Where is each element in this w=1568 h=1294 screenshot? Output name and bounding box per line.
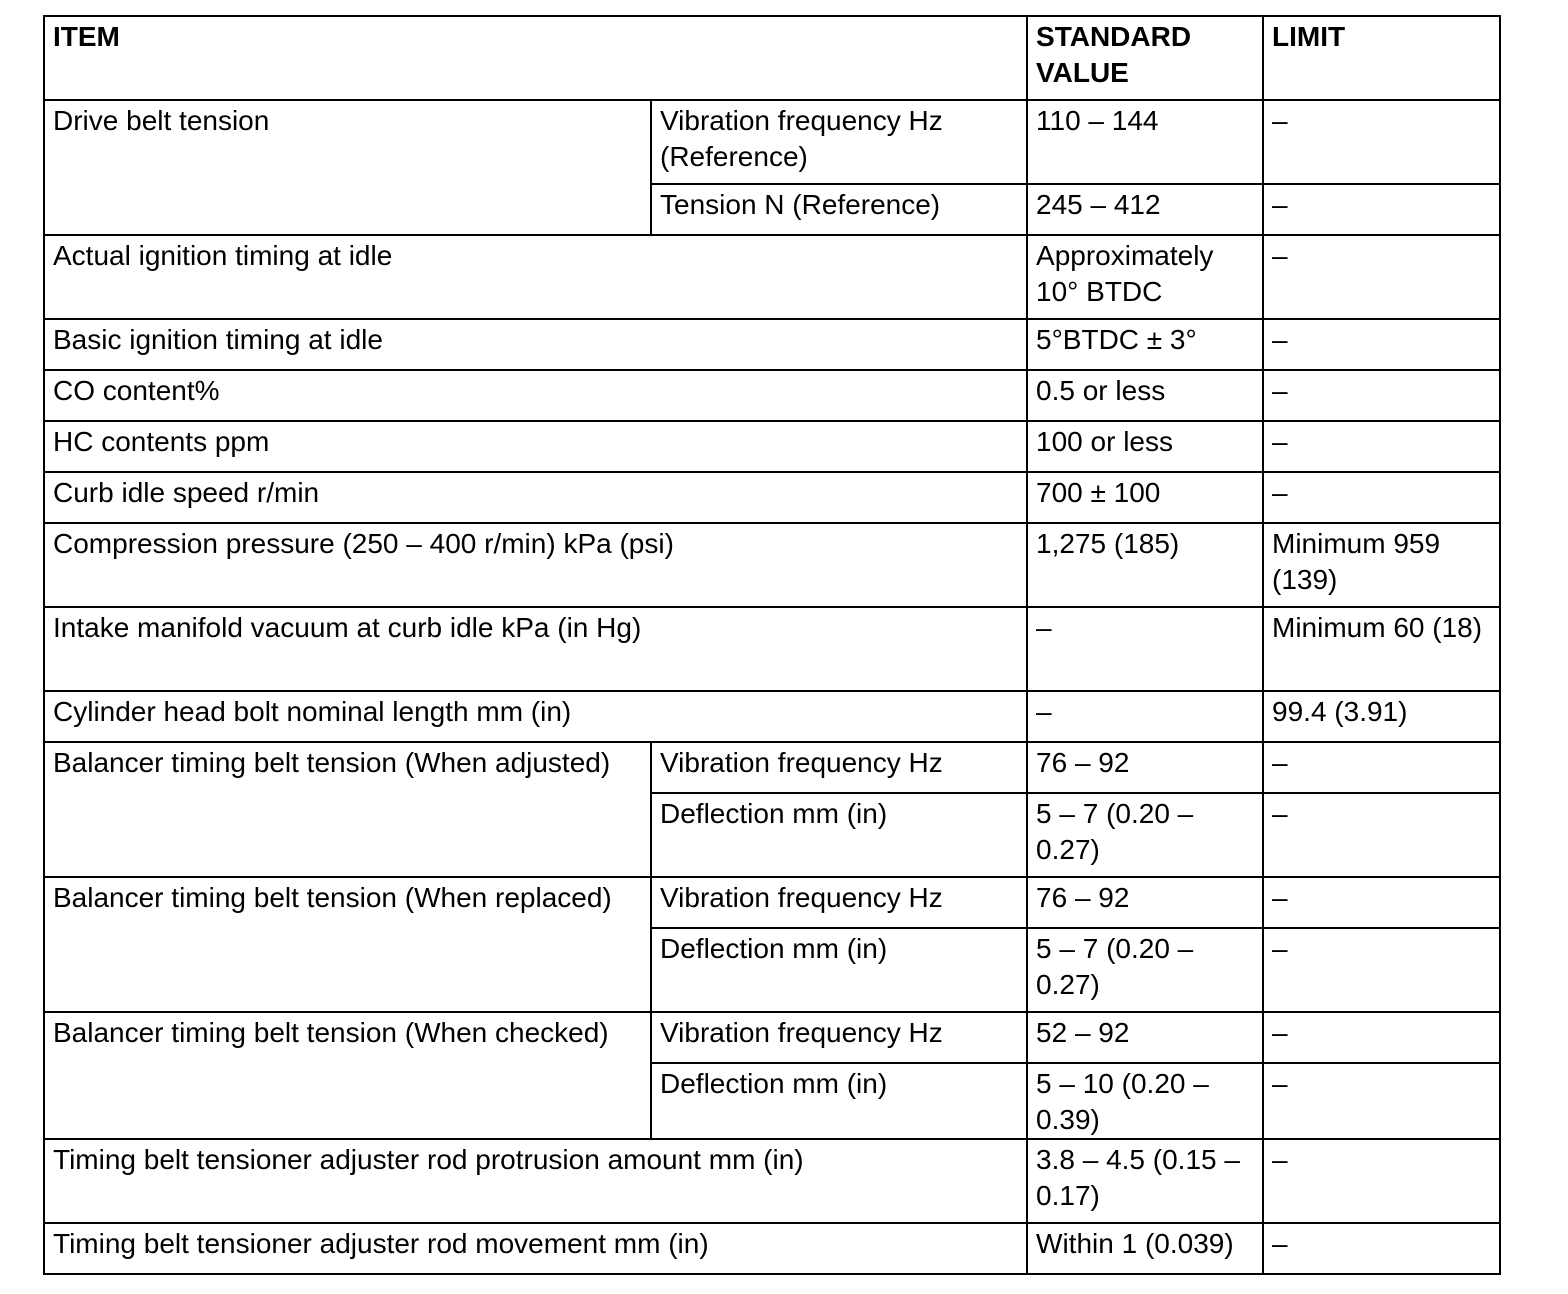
standard-value-cell: – (1027, 607, 1263, 691)
sub-item-cell: Tension N (Reference) (651, 184, 1027, 235)
standard-value-cell: 0.5 or less (1027, 370, 1263, 421)
table-row (44, 319, 1500, 370)
sub-item-cell: Vibration frequency Hz (651, 1012, 1027, 1063)
table-row (44, 235, 1500, 319)
item-cell: Drive belt tension (44, 100, 651, 235)
table-row (44, 877, 1500, 928)
item-cell: Balancer timing belt tension (When replaced) (44, 877, 651, 1012)
item-cell: Timing belt tensioner adjuster rod protrusion amount mm (in) (44, 1139, 1027, 1223)
limit-cell: – (1263, 370, 1500, 421)
item-cell: Balancer timing belt tension (When checked) (44, 1012, 651, 1139)
standard-value-cell: Within 1 (0.039) (1027, 1223, 1263, 1274)
item-cell: Actual ignition timing at idle (44, 235, 1027, 319)
limit-cell: – (1263, 319, 1500, 370)
limit-cell: – (1263, 421, 1500, 472)
standard-value-cell: 5 – 7 (0.20 – 0.27) (1027, 928, 1263, 1012)
table-row (44, 523, 1500, 607)
item-cell: CO content% (44, 370, 1027, 421)
sub-item-cell: Vibration frequency Hz (651, 877, 1027, 928)
limit-cell: – (1263, 235, 1500, 319)
limit-cell: – (1263, 877, 1500, 928)
standard-value-cell: 110 – 144 (1027, 100, 1263, 184)
limit-cell: – (1263, 472, 1500, 523)
item-cell: Cylinder head bolt nominal length mm (in) (44, 691, 1027, 742)
spec-table-body (44, 16, 1500, 1274)
standard-value-cell: 52 – 92 (1027, 1012, 1263, 1063)
limit-cell: – (1263, 793, 1500, 877)
header-row (44, 16, 1500, 100)
limit-cell: – (1263, 100, 1500, 184)
table-row (44, 100, 1500, 184)
table-row (44, 1139, 1500, 1223)
standard-value-cell: 245 – 412 (1027, 184, 1263, 235)
standard-value-cell: Approximately 10° BTDC (1027, 235, 1263, 319)
sub-item-cell: Vibration frequency Hz (Reference) (651, 100, 1027, 184)
standard-value-cell: 700 ± 100 (1027, 472, 1263, 523)
table-row (44, 691, 1500, 742)
item-cell: Intake manifold vacuum at curb idle kPa (in Hg) (44, 607, 1027, 691)
limit-cell: – (1263, 1139, 1500, 1223)
limit-cell: – (1263, 1012, 1500, 1063)
table-row (44, 472, 1500, 523)
limit-cell: – (1263, 928, 1500, 1012)
standard-value-cell: – (1027, 691, 1263, 742)
item-cell: Balancer timing belt tension (When adjusted) (44, 742, 651, 877)
header-limit: LIMIT (1263, 16, 1500, 100)
table-row (44, 370, 1500, 421)
limit-cell: – (1263, 742, 1500, 793)
sub-item-cell: Deflection mm (in) (651, 793, 1027, 877)
limit-cell: – (1263, 1063, 1500, 1139)
standard-value-cell: 100 or less (1027, 421, 1263, 472)
table-row (44, 1012, 1500, 1063)
item-cell: Curb idle speed r/min (44, 472, 1027, 523)
table-row (44, 421, 1500, 472)
spec-table (43, 15, 1501, 1275)
table-row (44, 1223, 1500, 1274)
sub-item-cell: Deflection mm (in) (651, 928, 1027, 1012)
limit-cell: – (1263, 184, 1500, 235)
item-cell: HC contents ppm (44, 421, 1027, 472)
standard-value-cell: 76 – 92 (1027, 742, 1263, 793)
limit-cell: Minimum 959 (139) (1263, 523, 1500, 607)
header-item: ITEM (44, 16, 1027, 100)
standard-value-cell: 5°BTDC ± 3° (1027, 319, 1263, 370)
sub-item-cell: Deflection mm (in) (651, 1063, 1027, 1139)
standard-value-cell: 3.8 – 4.5 (0.15 – 0.17) (1027, 1139, 1263, 1223)
standard-value-cell: 1,275 (185) (1027, 523, 1263, 607)
table-row (44, 742, 1500, 793)
item-cell: Basic ignition timing at idle (44, 319, 1027, 370)
limit-cell: Minimum 60 (18) (1263, 607, 1500, 691)
limit-cell: – (1263, 1223, 1500, 1274)
item-cell: Compression pressure (250 – 400 r/min) kPa (psi) (44, 523, 1027, 607)
standard-value-cell: 5 – 10 (0.20 – 0.39) (1027, 1063, 1263, 1139)
item-cell: Timing belt tensioner adjuster rod movement mm (in) (44, 1223, 1027, 1274)
table-row (44, 607, 1500, 691)
header-standard-value: STANDARD VALUE (1027, 16, 1263, 100)
standard-value-cell: 76 – 92 (1027, 877, 1263, 928)
sub-item-cell: Vibration frequency Hz (651, 742, 1027, 793)
limit-cell: 99.4 (3.91) (1263, 691, 1500, 742)
standard-value-cell: 5 – 7 (0.20 – 0.27) (1027, 793, 1263, 877)
